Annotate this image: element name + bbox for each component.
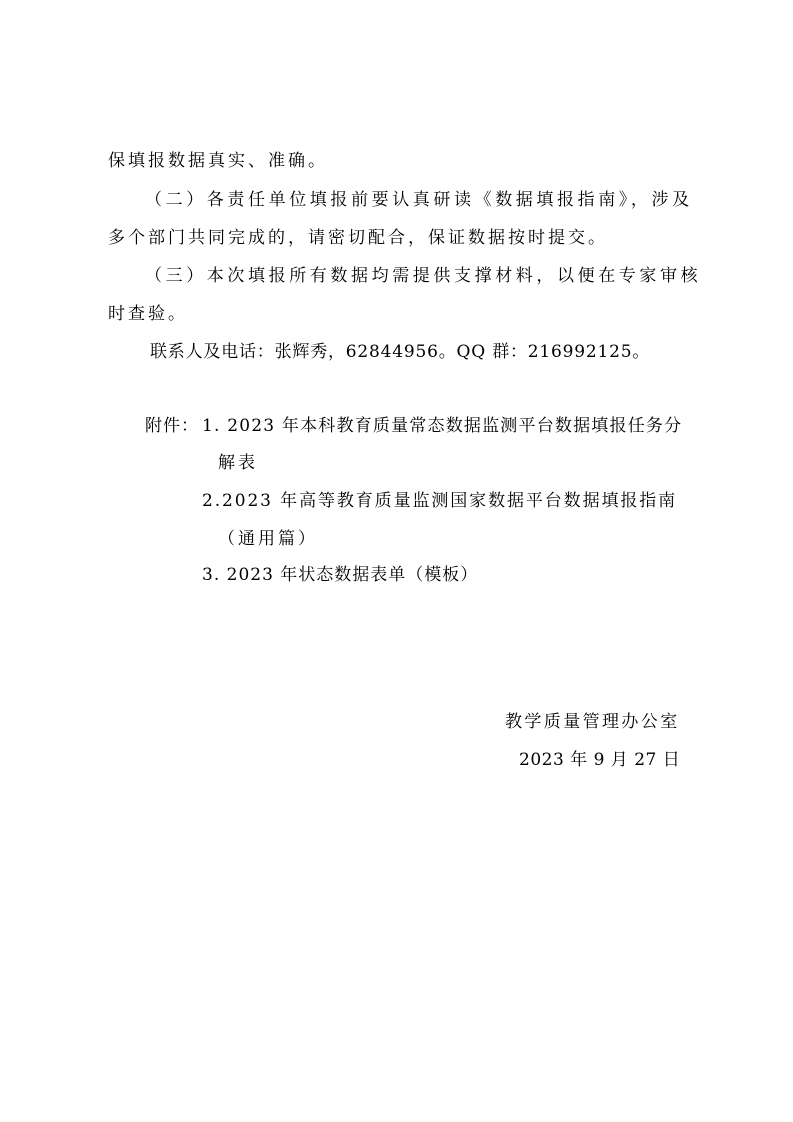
paragraph-1-line-2: 多个部门共同完成的，请密切配合，保证数据按时提交。 <box>108 228 608 248</box>
attachment-item-1-line-2: 解表 <box>218 453 258 473</box>
issue-date: 2023 年 9 月 27 日 <box>519 750 681 770</box>
contact-info: 联系人及电话：张辉秀，62844956。QQ 群：216992125。 <box>150 342 651 362</box>
attachment-item-2-line-1: 2.2023 年高等教育质量监测国家数据平台数据填报指南 <box>202 491 678 511</box>
paragraph-0-line-1: 保填报数据真实、准确。 <box>108 151 328 171</box>
paragraph-1-line-1: （二）各责任单位填报前要认真研读《数据填报指南》，涉及 <box>145 190 693 210</box>
attachment-item-2-line-2: （通用篇） <box>218 529 318 549</box>
attachments-label: 附件： <box>145 416 199 436</box>
issuing-office: 教学质量管理办公室 <box>505 712 680 732</box>
attachment-item-1-line-1: 1. 2023 年本科教育质量常态数据监测平台数据填报任务分 <box>202 416 683 436</box>
paragraph-2-line-2: 时查验。 <box>108 304 188 324</box>
attachment-item-3: 3. 2023 年状态数据表单（模板） <box>202 565 479 585</box>
paragraph-2-line-1: （三）本次填报所有数据均需提供支撑材料，以便在专家审核 <box>145 266 702 286</box>
